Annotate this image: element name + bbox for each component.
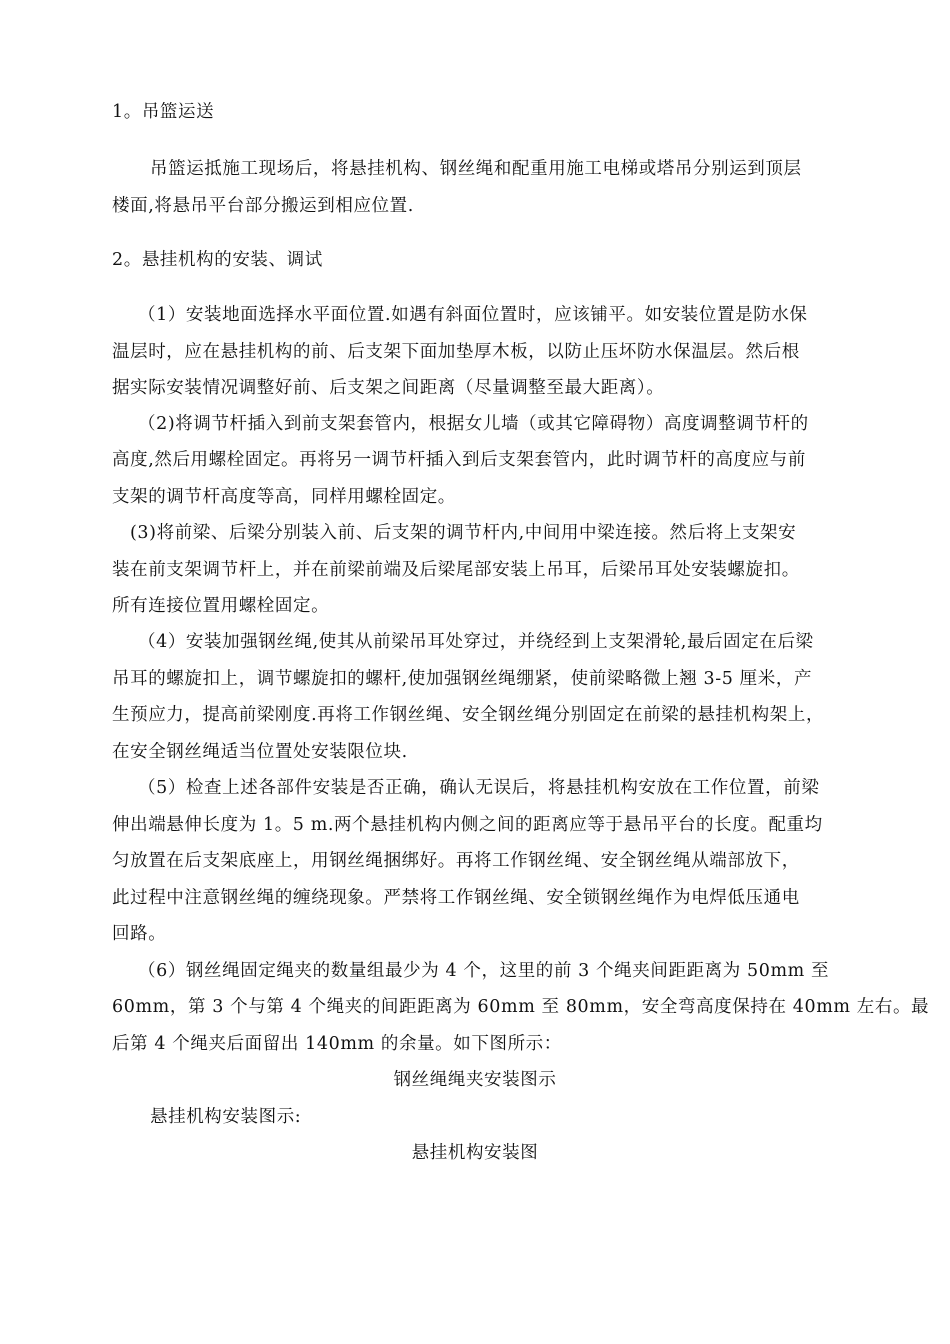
paragraph-line: 楼面,将悬吊平台部分搬运到相应位置.	[112, 196, 414, 216]
paragraph-line: 支架的调节杆高度等高，同样用螺栓固定。	[112, 487, 456, 507]
paragraph-line: 回路。	[112, 924, 167, 944]
paragraph-line: 装在前支架调节杆上，并在前梁前端及后梁尾部安装上吊耳，后梁吊耳处安装螺旋扣。	[112, 560, 800, 580]
paragraph-line: （2)将调节杆插入到前支架套管内，根据女儿墙（或其它障碍物）高度调整调节杆的	[138, 414, 809, 434]
paragraph-line: 生预应力，提高前梁刚度.再将工作钢丝绳、安全钢丝绳分别固定在前梁的悬挂机构架上，	[112, 705, 825, 725]
paragraph-line: （5）检查上述各部件安装是否正确，确认无误后，将悬挂机构安放在工作位置，前梁	[138, 778, 820, 798]
paragraph-line: 温层时，应在悬挂机构的前、后支架下面加垫厚木板，以防止压坏防水保温层。然后根	[112, 342, 800, 362]
paragraph-line: 在安全钢丝绳适当位置处安装限位块.	[112, 742, 408, 762]
section-heading-installation: 2。悬挂机构的安装、调试	[112, 250, 323, 270]
paragraph-line: 60mm，第 3 个与第 4 个绳夹的间距距离为 60mm 至 80mm，安全弯高度保持在 40mm 左右。最	[112, 997, 930, 1017]
paragraph-line: 吊篮运抵施工现场后，将悬挂机构、钢丝绳和配重用施工电梯或塔吊分别运到顶层	[150, 159, 802, 179]
figure-caption: 悬挂机构安装图	[411, 1143, 539, 1163]
paragraph-line: 吊耳的螺旋扣上，调节螺旋扣的螺杆,使加强钢丝绳绷紧，使前梁略微上翘 3-5 厘米，产	[112, 669, 813, 689]
paragraph-line: 此过程中注意钢丝绳的缠绕现象。严禁将工作钢丝绳、安全锁钢丝绳作为电焊低压通电	[112, 888, 800, 908]
paragraph-line: 匀放置在后支架底座上，用钢丝绳捆绑好。再将工作钢丝绳、安全钢丝绳从端部放下，	[112, 851, 800, 871]
paragraph-line: 高度,然后用螺栓固定。再将另一调节杆插入到后支架套管内，此时调节杆的高度应与前	[112, 450, 806, 470]
paragraph-line: （4）安装加强钢丝绳,使其从前梁吊耳处穿过，并绕经到上支架滑轮,最后固定在后梁	[138, 632, 814, 652]
paragraph-line: 伸出端悬伸长度为 1。5 m.两个悬挂机构内侧之间的距离应等于悬吊平台的长度。配重均	[112, 815, 823, 835]
paragraph-line: (3)将前梁、后梁分别装入前、后支架的调节杆内,中间用中梁连接。然后将上支架安	[130, 523, 797, 543]
paragraph-line: 据实际安装情况调整好前、后支架之间距离（尽量调整至最大距离）。	[112, 378, 665, 398]
paragraph-line: 悬挂机构安装图示:	[150, 1107, 302, 1127]
paragraph-line: （6）钢丝绳固定绳夹的数量组最少为 4 个，这里的前 3 个绳夹间距距离为 50mm 至	[138, 961, 830, 981]
section-heading-transport: 1。吊篮运送	[112, 102, 215, 122]
paragraph-line: （1）安装地面选择水平面位置.如遇有斜面位置时，应该铺平。如安装位置是防水保	[138, 305, 808, 325]
paragraph-line: 所有连接位置用螺栓固定。	[112, 596, 330, 616]
paragraph-line: 后第 4 个绳夹后面留出 140mm 的余量。如下图所示：	[112, 1034, 562, 1054]
figure-caption: 钢丝绳绳夹安装图示	[393, 1070, 557, 1090]
